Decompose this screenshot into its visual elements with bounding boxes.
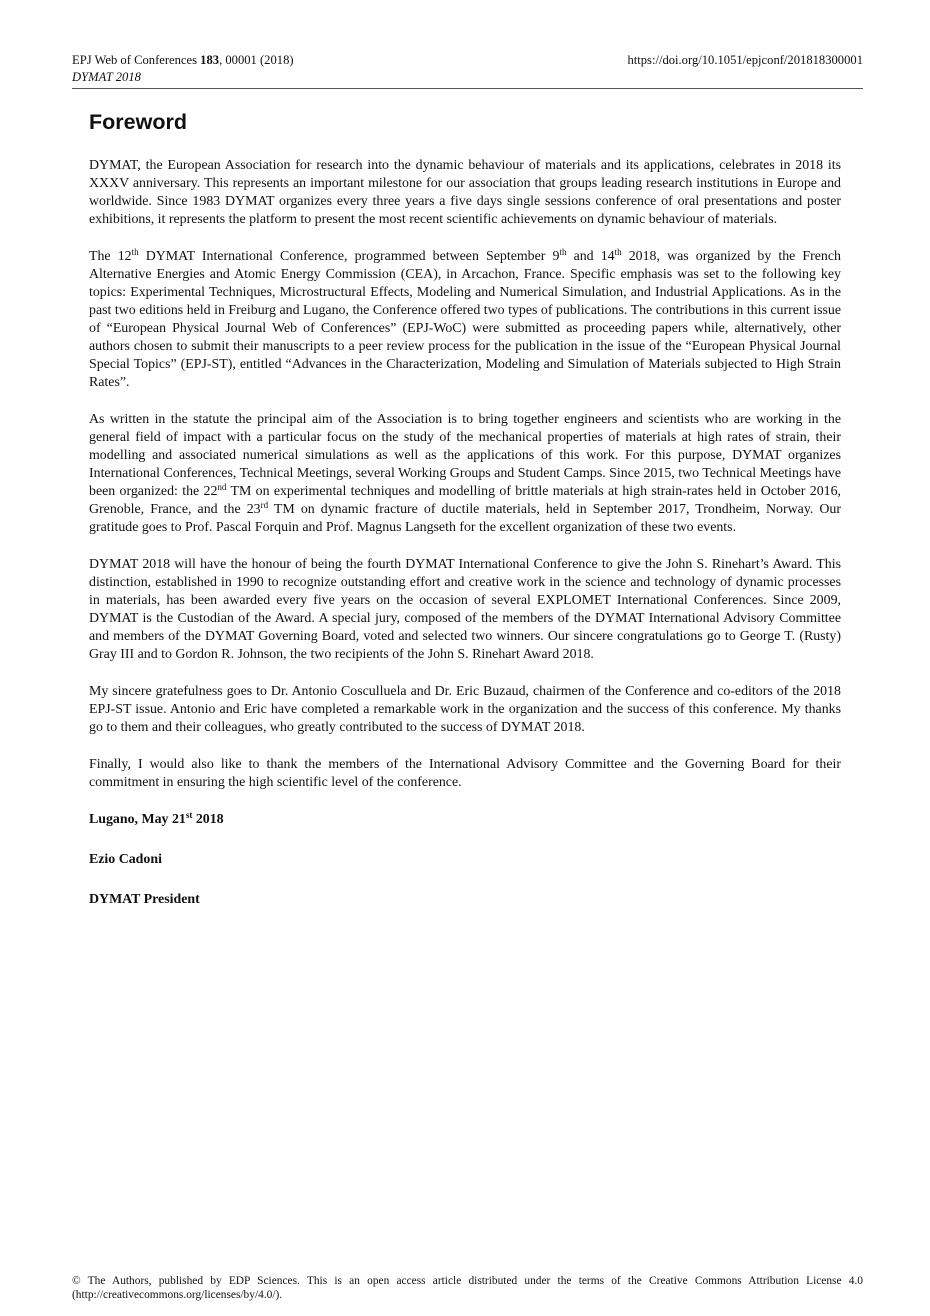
p2-sup-2: th [559, 247, 567, 257]
p3-sup-2: rd [260, 500, 269, 510]
article-info: , 00001 (2018) [219, 53, 294, 67]
paragraph-2 [89, 248, 841, 392]
journal-name: EPJ Web of Conferences [72, 53, 201, 67]
p2-sup-3: th [614, 247, 622, 257]
p3-sup-1: nd [217, 482, 227, 492]
journal-volume: 183 [200, 53, 220, 67]
page-header [72, 52, 863, 89]
p2-sup-1: th [131, 247, 139, 257]
p3-text-3: TM on dynamic fracture of ductile materials, held in September 2017, Trondheim, Norway. Our gratitude goes to Prof. Pascal Forquin and Prof. Magnus Langseth for the excellent organization of these two events. [89, 502, 841, 535]
doi-link[interactable]: https://doi.org/10.1051/epjconf/201818300001 [627, 53, 863, 67]
signature-year: 2018 [192, 812, 224, 827]
signature-place-date [89, 811, 841, 829]
paragraph-3 [89, 411, 841, 537]
p3-text-2: TM on experimental techniques and modelling of brittle materials at high strain-rates held in October 2016, Grenoble, France, and the 23 [89, 484, 842, 517]
signature-place: Lugano, May 21 [89, 812, 186, 827]
paragraph-4: DYMAT 2018 will have the honour of being the fourth DYMAT International Conference to give the John S. Rinehart’s Award. This distinction, established in 1990 to recognize outstanding effort and creative work in the science and technology of dynamic processes in materials, has been awarded every five years on the occasion of several EXPLOMET International Conferences. Since 2009, DYMAT is the Custodian of the Award. A special jury, composed of the members of the DYMAT International Advisory Committee and members of the DYMAT Governing Board, voted and selected two winners. Our sincere congratulations go to George T. (Rusty) Gray III and to Gordon R. Johnson, the two recipients of the John S. Rinehart Award 2018. [89, 557, 841, 662]
page-title: Foreword [89, 110, 187, 134]
p2-text-1: The 12 [89, 249, 132, 264]
signature-role: DYMAT President [89, 892, 200, 907]
journal-citation [72, 52, 294, 68]
signature-date-sup: st [185, 810, 193, 820]
p2-text-3: and 14 [566, 249, 615, 264]
p2-text-2: DYMAT International Conference, programmed between September 9 [138, 249, 560, 264]
signature-name: Ezio Cadoni [89, 852, 162, 867]
foreword-body [89, 157, 841, 931]
paragraph-1: DYMAT, the European Association for research into the dynamic behaviour of materials and its applications, celebrates in 2018 its XXXV anniversary. This represents an important milestone for our association that groups leading research institutions in Europe and worldwide. Since 1983 DYMAT organizes every three years a five days single sessions conference of oral presentations and poster exhibitions, it represents the platform to present the most recent scientific achievements on dynamic behaviour of materials. [89, 158, 841, 227]
p2-text-4: 2018, was organized by the French Alternative Energies and Atomic Energy Commission (CEA), in Arcachon, France. Specific emphasis was set to the following key topics: Experimental Techniques, Microstructural Effects, Modeling and Numerical Simulation, and Industrial Applications. As in the past two editions held in Freiburg and Lugano, the Conference offered two types of publications. The contributions in this current issue of “European Physical Journal Web of Conferences” (EPJ-WoC) were submitted as proceeding papers while, alternatively, other authors chosen to submit their manuscripts to a peer review process for the publication in the issue of the “European Physical Journal Special Topics” (EPJ-ST), entitled “Advances in the Characterization, Modeling and Simulation of Materials subjected to High Strain Rates”. [89, 249, 841, 390]
license-footer: © The Authors, published by EDP Sciences. This is an open access article distributed under the terms of the Creative Commons Attribution License 4.0 (http://creativecommons.org/licenses/by/4.0/). [72, 1275, 863, 1301]
paragraph-6: Finally, I would also like to thank the members of the International Advisory Committee and the Governing Board for their commitment in ensuring the high scientific level of the conference. [89, 757, 841, 790]
p3-text-1: As written in the statute the principal aim of the Association is to bring together engineers and scientists who are working in the general field of impact with a particular focus on the study of the mechanical properties of materials at high rates of strain, their modelling and associated numerical simulations as well as the applications of this work. For this purpose, DYMAT organizes International Conferences, Technical Meetings, several Working Groups and Student Camps. Since 2015, two Technical Meetings have been organized: the 22 [89, 412, 841, 499]
paragraph-5: My sincere gratefulness goes to Dr. Antonio Cosculluela and Dr. Eric Buzaud, chairmen of the Conference and co-editors of the 2018 EPJ-ST issue. Antonio and Eric have completed a remarkable work in the organization and the success of this conference. My thanks go to them and their colleagues, who greatly contributed to the success of DYMAT 2018. [89, 684, 841, 735]
conference-name: DYMAT 2018 [72, 70, 141, 84]
